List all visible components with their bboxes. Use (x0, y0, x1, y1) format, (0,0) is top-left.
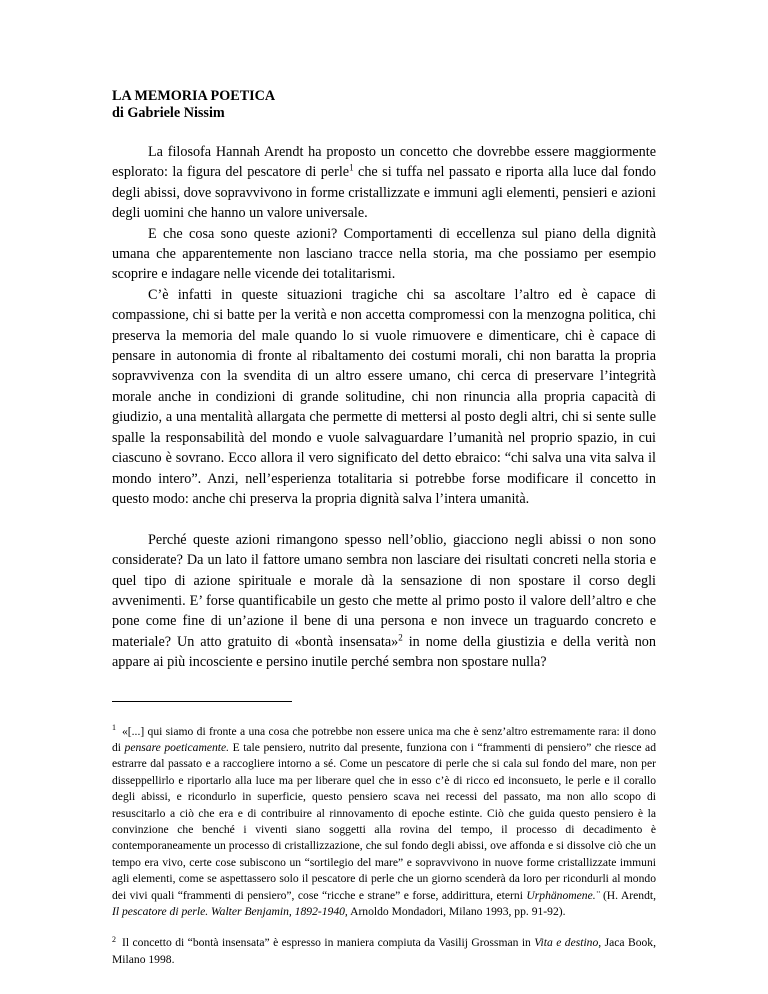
paragraph-1-text-b: che si tuffa nel passato e riporta alla luce dal fondo degli abissi, dove sopravvivono in forme cristallizzate e immuni agli elementi, pensieri e azioni degli uomini che hanno un valore universale. (112, 164, 656, 222)
footnote-2-marker[interactable]: 2 (398, 632, 403, 642)
footnote-1-book-title: Il pescatore di perle. Walter Benjamin, 1892-1940 (112, 905, 345, 919)
paragraph-4-text-a: Perché queste azioni rimangono spesso nell’oblio, giacciono negli abissi o non sono considerate? Da un lato il fattore umano sembra non lasciare dei risultati concreti nella storia e quel tipo di azione spirituale e morale dà la sensazione di non spostare il corso degli avvenimenti. E’ forse quantificabile un gesto che mette al primo posto il valore dell’altro e che pone come fine di un’azione il bene di una persona e non invece un traguardo concreto e materiale? Un atto gratuito di «bontà insensata» (112, 531, 656, 650)
paragraph-4 (112, 530, 656, 673)
footnote-1-emphasis-2: Urphänomene.¨ (526, 888, 600, 902)
footnote-1-marker[interactable]: 1 (349, 162, 354, 173)
footnote-2-book-title: Vita e destino (534, 936, 599, 950)
footnote-1-text-c: (H. Arendt, (599, 888, 656, 902)
document-title: LA MEMORIA POETICA (112, 88, 276, 104)
paragraph-2: E che cosa sono queste azioni? Comportamenti di eccellenza sul piano della dignità umana che apparentemente non lasciano tracce nella storia, ma che possiamo per esempio scoprire e indagare nelle vicende dei totalitarismi. (112, 225, 656, 283)
footnote-1-text-b: E tale pensiero, nutrito dal presente, funziona con i “frammenti di pensiero” che riesce ad estrarre dal passato e a raccogliere intorno a sé. Come un pescatore di perle che si cala sul fondo del mare, non per disseppellirlo e riportarlo alla luce ma per liberare quel che in esso c’è di ricco ed inconsueto, le perle e il corallo degli abissi, e ricondurlo in superficie, questo pensiero scava nei recessi del passato, ma non allo scopo di resuscitarlo a ciò che era e di contribuire al rinnovamento di epoche estinte. Ciò che guida questo pensiero è la convinzione che benché i viventi siano soggetti alla rovina del tempo, il processo di decadimento è contemporaneamente un processo di cristallizzazione, che sul fondo degli abissi, ove affonda e si dissolve ciò che un tempo era vivo, certe cose subiscono un “sortilegio del mare” e sopravvivono in nuove forme cristallizzate immuni agli elementi, come se aspettassero solo il pescatore di perle che un giorno scenderà da loro per ricondurli al mondo dei vivi quali “frammenti di pensiero”, cose “ricche e strane” e forse, addirittura, eterni (112, 740, 656, 902)
footnote-2-text-a: Il concetto di “bontà insensata” è espresso in maniera compiuta da Vasilij Grossman in (122, 936, 535, 950)
document-author: di Gabriele Nissim (112, 105, 225, 121)
footnote-2-text-b: , Jaca Book, Milano 1998. (112, 936, 657, 966)
footnote-1-number: 1 (112, 722, 116, 732)
footnote-2-number: 2 (112, 934, 116, 944)
paragraph-1-text-a: La filosofa Hannah Arendt ha proposto un concetto che dovrebbe essere maggiormente esplorato: la figura del pescatore di perle (112, 144, 656, 181)
footnote-1 (112, 724, 656, 921)
footnote-1-emphasis-1: pensare poeticamente. (124, 740, 230, 754)
paragraph-1 (112, 142, 656, 224)
footnote-separator (112, 701, 292, 702)
footnote-1-text-a: «[...] qui siamo di fronte a una cosa che potrebbe non essere unica ma che è senz’altro estremamente rara: il dono di (112, 724, 656, 754)
document-page (112, 88, 656, 968)
footnote-1-text-d: , Arnoldo Mondadori, Milano 1993, pp. 91-92). (344, 905, 566, 919)
footnote-2 (112, 935, 656, 968)
document-header (112, 88, 656, 122)
footnotes (112, 724, 656, 969)
document-body (112, 142, 656, 673)
paragraph-3: C’è infatti in queste situazioni tragiche chi sa ascoltare l’altro ed è capace di compassione, chi si batte per la verità e non accetta compromessi con la menzogna politica, chi preserva la memoria del male quando lo si vuole rimuovere e dimenticare, chi è capace di pensare in autonomia di fronte al ribaltamento dei costumi morali, chi non baratta la propria sopravvivenza con la svendita di un altro essere umano, chi cerca di preservare l’integrità morale anche in condizioni di grande solitudine, chi non rinuncia alla propria capacità di giudizio, a una mentalità allargata che permette di mettersi al posto degli altri, chi si sente sulle spalle la responsabilità del mondo e vuole salvaguardare l’umanità nel proprio spazio, in cui ciascuno è sovrano. Ecco allora il vero significato del detto ebraico: “chi salva una vita salva il mondo intero”. Anzi, nell’esperienza totalitaria si potrebbe forse modificare il concetto in questo modo: anche chi preserva la propria dignità salva l’intera umanità. (112, 286, 656, 507)
paragraph-4-text-b: in nome della giustizia e della verità non appare ai più incosciente e persino inutile perché sembra non spostare nulla? (112, 633, 656, 671)
